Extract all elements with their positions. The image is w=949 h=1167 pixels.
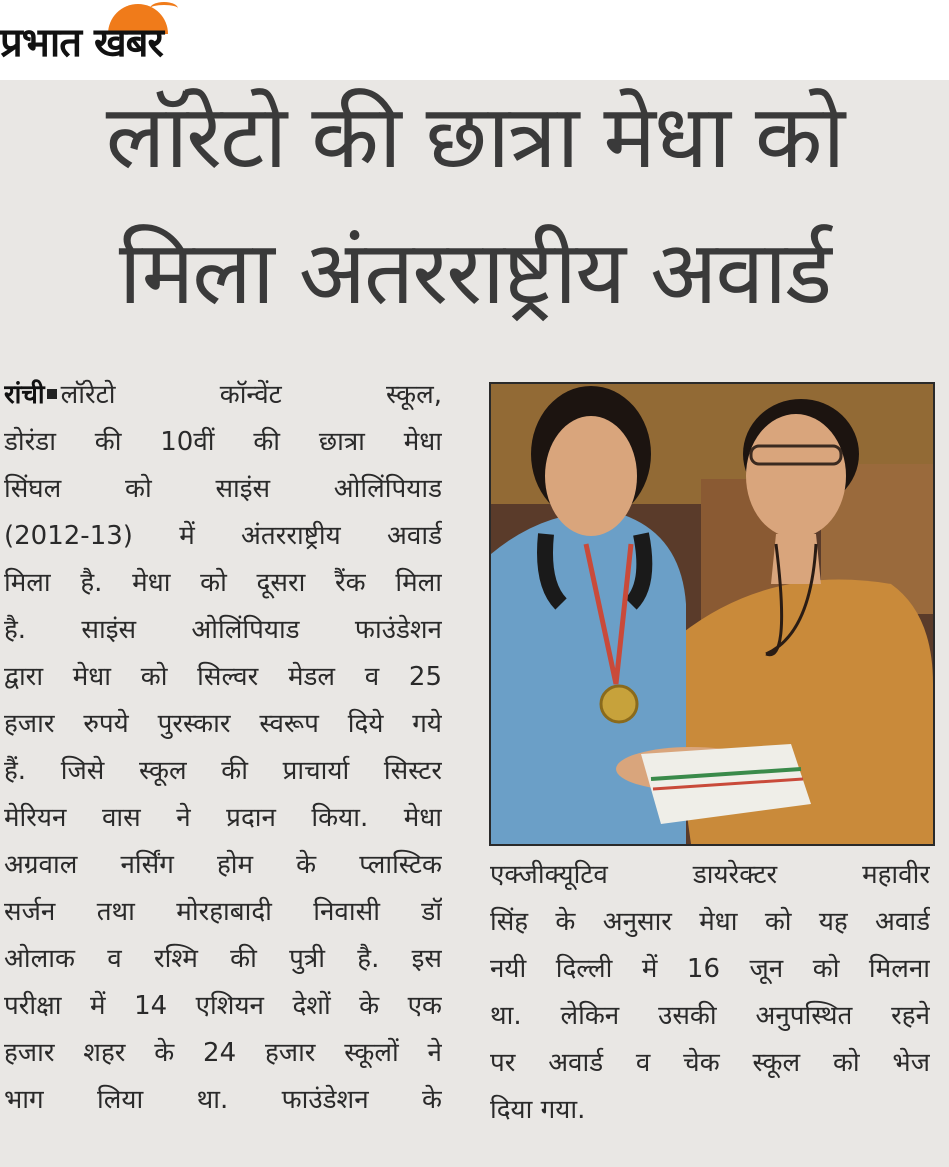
article-line: हैं. जिसे स्कूल की प्राचार्या सिस्टर [4,756,442,786]
article-line: अग्रवाल नर्सिंग होम के प्लास्टिक [4,850,442,880]
article-line: एक्जीक्यूटिव डायरेक्टर महावीर [490,860,930,890]
article-photo [489,382,935,846]
article-line: दिया गया. [490,1095,586,1125]
article-line: मिला है. मेधा को दूसरा रैंक मिला [4,568,442,598]
article-line: नयी दिल्ली में 16 जून को मिलना [490,954,930,984]
masthead [0,0,949,80]
article-line: परीक्षा में 14 एशियन देशों के एक [4,991,442,1021]
article-line: पर अवार्ड व चेक स्कूल को भेज [490,1048,930,1078]
newspaper-logo: प्रभात खबर [0,20,163,66]
article-line: मेरियन वास ने प्रदान किया. मेधा [4,803,442,833]
headline-line-2: मिला अंतरराष्ट्रीय अवार्ड [118,221,831,324]
article-line: भाग लिया था. फाउंडेशन के [4,1085,442,1115]
logo-bird-icon [150,2,178,15]
teacher-face [746,414,846,538]
article-line: सिंह के अनुसार मेधा को यह अवार्ड [490,907,930,937]
article-line: ओलाक व रश्मि की पुत्री है. इस [4,944,442,974]
article-line: हजार शहर के 24 हजार स्कूलों ने [4,1038,442,1068]
article-line: है. साइंस ओलिंपियाड फाउंडेशन [4,615,442,645]
article-line: हजार रुपये पुरस्कार स्वरूप दिये गये [4,709,442,739]
article-line: सिंघल को साइंस ओलिंपियाड [4,474,442,504]
girl-face [545,416,637,536]
article-column-right [490,852,930,1134]
article-line: डोरंडा की 10वीं की छात्रा मेधा [4,427,442,457]
news-clipping [0,80,949,1167]
article-line: सर्जन तथा मोरहाबादी निवासी डॉ [4,897,442,927]
headline-line-1: लॉरेटो की छात्रा मेधा को [105,85,844,188]
dateline: रांची [4,380,45,410]
article-column-left [4,372,442,1124]
article-line: था. लेकिन उसकी अनुपस्थित रहने [490,1001,930,1031]
article-line [4,372,442,419]
article-line: (2012-13) में अंतरराष्ट्रीय अवार्ड [4,521,442,551]
article-line-text: लॉरेटो कॉन्वेंट स्कूल, [60,380,442,410]
medal-icon [601,686,637,722]
bullet-icon [47,389,57,399]
article-line: द्वारा मेधा को सिल्वर मेडल व 25 [4,662,442,692]
photo-illustration [491,384,933,844]
